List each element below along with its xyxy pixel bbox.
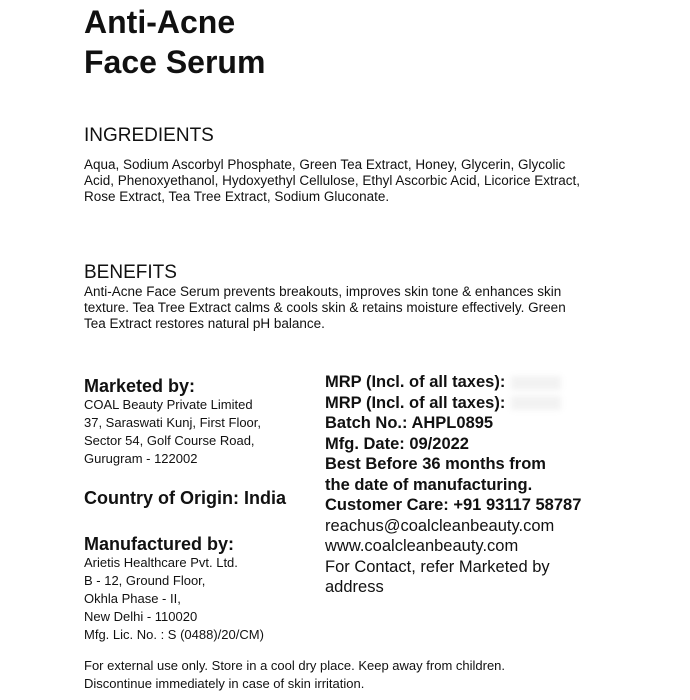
- address-line: Gurugram - 122002: [84, 451, 198, 466]
- marketed-by-heading: Marketed by:: [84, 376, 196, 396]
- product-title: [84, 2, 265, 82]
- footer-line: For external use only. Store in a cool dry place. Keep away from children.: [84, 658, 506, 673]
- benefits-heading: BENEFITS: [84, 262, 177, 283]
- mrp-value-redacted: [511, 396, 561, 410]
- mrp-value-redacted: [511, 376, 561, 390]
- batch-number: Batch No.: AHPL0895: [325, 414, 494, 432]
- footer-line: Discontinue immediately in case of skin irritation.: [84, 676, 365, 691]
- mfg-date: Mfg. Date: 09/2022: [325, 434, 469, 453]
- customer-care: Customer Care: +91 93117 58787: [325, 496, 582, 514]
- contact-email: reachus@coalcleanbeauty.com: [325, 516, 555, 535]
- benefits-line: texture. Tea Tree Extract calms & cools skin & retains moisture effectively. Green: [84, 300, 566, 315]
- contact-note: For Contact, refer Marketed by: [325, 557, 550, 576]
- address-line: 37, Saraswati Kunj, First Floor,: [84, 415, 262, 430]
- mrp-label: MRP (Incl. of all taxes):: [325, 393, 506, 412]
- address-line: COAL Beauty Private Limited: [84, 397, 253, 412]
- benefits-line: Anti-Acne Face Serum prevents breakouts, improves skin tone & enhances skin: [84, 284, 562, 299]
- best-before: Best Before 36 months from: [325, 455, 546, 473]
- product-title-line-2: Face Serum: [84, 44, 266, 80]
- mrp-label: MRP (Incl. of all taxes):: [325, 373, 506, 391]
- marketed-by-address: [84, 396, 261, 468]
- address-line: B - 12, Ground Floor,: [84, 573, 206, 588]
- manufactured-by-heading: Manufactured by:: [84, 534, 235, 554]
- address-line: Sector 54, Golf Course Road,: [84, 433, 255, 448]
- address-line: Okhla Phase - II,: [84, 591, 181, 606]
- benefits-text: [84, 284, 624, 332]
- address-line: Arietis Healthcare Pvt. Ltd.: [84, 555, 238, 570]
- country-of-origin: Country of Origin: India: [84, 488, 286, 508]
- mfg-license: Mfg. Lic. No. : S (0488)/20/CM): [84, 627, 264, 642]
- ingredients-line: Aqua, Sodium Ascorbyl Phosphate, Green Tea Extract, Honey, Glycerin, Glycolic: [84, 157, 566, 172]
- contact-note-cont: address: [325, 578, 384, 596]
- benefits-line: Tea Extract restores natural pH balance.: [84, 316, 325, 331]
- footer-warning: [84, 657, 505, 693]
- product-info: [325, 372, 625, 598]
- mrp-row: [325, 393, 625, 414]
- address-line: New Delhi - 110020: [84, 609, 198, 624]
- ingredients-line: Acid, Phenoxyethanol, Hydoxyethyl Cellulose, Ethyl Ascorbic Acid, Licorice Extract,: [84, 173, 580, 188]
- ingredients-line: Rose Extract, Tea Tree Extract, Sodium Gluconate.: [84, 189, 390, 204]
- manufactured-by-address: [84, 554, 264, 644]
- product-title-line-1: Anti-Acne: [84, 4, 236, 40]
- website: www.coalcleanbeauty.com: [325, 537, 519, 555]
- mrp-row: [325, 372, 625, 393]
- best-before-cont: the date of manufacturing.: [325, 475, 533, 494]
- ingredients-text: [84, 157, 624, 205]
- ingredients-heading: INGREDIENTS: [84, 125, 214, 146]
